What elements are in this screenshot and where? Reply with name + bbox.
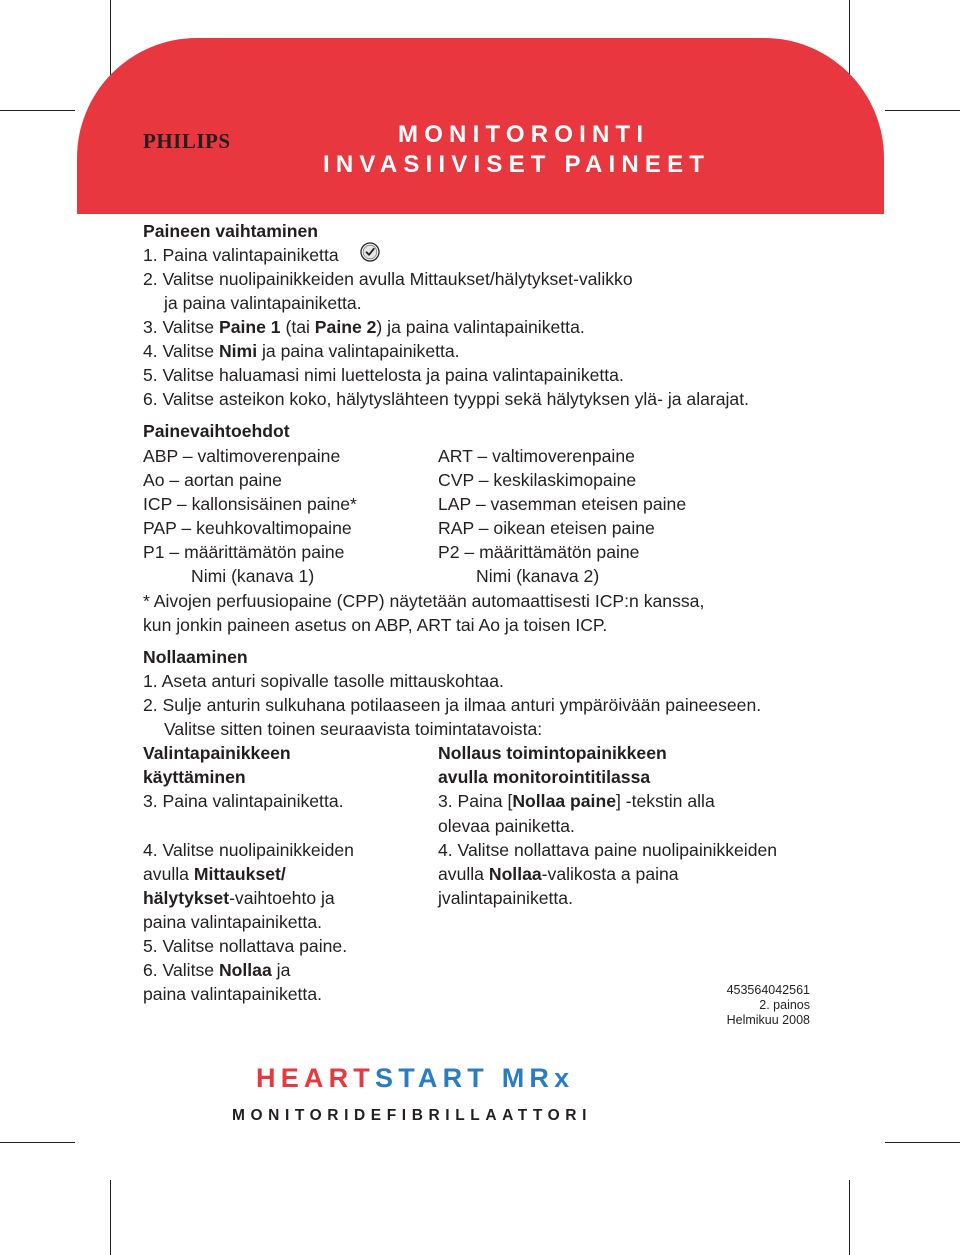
options-note-1: * Aivojen perfuusiopaine (CPP) näytetään automaattisesti ICP:n kanssa, — [143, 591, 705, 611]
crop-mark — [849, 1180, 850, 1255]
text-segment: -vaihtoehto ja — [229, 888, 335, 908]
section-heading-options: Painevaihtoehdot — [143, 421, 290, 441]
change-step-4 — [143, 339, 460, 363]
zero-left-step-6 — [143, 958, 290, 982]
bold-nollaa: Nollaa — [218, 960, 272, 980]
crop-mark — [110, 1180, 111, 1255]
change-step-6: 6. Valitse asteikon koko, hälytyslähteen tyyppi sekä hälytyksen ylä- ja alarajat. — [143, 389, 749, 409]
text-segment: avulla — [438, 864, 489, 884]
brand-start: START MRx — [375, 1063, 575, 1093]
options-note-2: kun jonkin paineen asetus on ABP, ART tai Ao ja toisen ICP. — [143, 615, 608, 635]
crop-mark — [110, 0, 111, 75]
option-right-5: P2 – määrittämätön paine — [438, 542, 640, 562]
section-heading-zero: Nollaaminen — [143, 647, 248, 667]
brand-heart: HEART — [256, 1063, 375, 1093]
option-left-4: PAP – keuhkovaltimopaine — [143, 518, 352, 538]
option-left-2: Ao – aortan paine — [143, 470, 282, 490]
zero-left-step-4-l4: paina valintapainiketta. — [143, 912, 322, 932]
option-left-name: Nimi (kanava 1) — [191, 566, 315, 586]
zero-left-heading-2: käyttäminen — [143, 767, 246, 787]
bold-nollaa-paine: Nollaa paine — [512, 791, 616, 811]
bold-nimi: Nimi — [218, 341, 258, 361]
zero-right-step-3-l2: olevaa painiketta. — [438, 816, 575, 836]
philips-logo: PHILIPS — [143, 129, 231, 153]
text-segment: 6. Valitse — [143, 960, 219, 980]
zero-left-heading-1: Valintapainikkeen — [143, 743, 291, 763]
text-segment: 4. Valitse — [143, 341, 219, 361]
crop-mark — [849, 0, 850, 75]
option-right-4: RAP – oikean eteisen paine — [438, 518, 655, 538]
option-left-3: ICP – kallonsisäinen paine* — [143, 494, 357, 514]
edition: 2. painos — [759, 998, 810, 1012]
change-step-1: 1. Paina valintapainiketta — [143, 245, 339, 265]
zero-left-step-4: 4. Valitse nuolipainikkeiden — [143, 840, 354, 860]
text-segment: 3. Paina [ — [438, 791, 513, 811]
brand-subtitle: MONITORIDEFIBRILLAATTORI — [232, 1107, 592, 1124]
document-id: 453564042561 — [726, 983, 810, 997]
header-title-line2: INVASIIVISET PAINEET — [323, 151, 711, 178]
zero-right-step-4-l2 — [438, 862, 679, 886]
bold-paine2: Paine 2 — [314, 317, 377, 337]
zero-left-step-4-l2 — [143, 862, 286, 886]
crop-mark — [0, 1142, 75, 1143]
header-title-line1: MONITOROINTI — [398, 121, 650, 148]
bold-paine1: Paine 1 — [218, 317, 281, 337]
check-button-icon — [360, 242, 380, 262]
option-right-name: Nimi (kanava 2) — [476, 566, 600, 586]
text-segment: ] -tekstin alla — [615, 791, 715, 811]
bold-halytykset: hälytykset — [143, 888, 230, 908]
zero-right-heading-1: Nollaus toimintopainikkeen — [438, 743, 667, 763]
bold-nollaa: Nollaa — [488, 864, 542, 884]
zero-left-step-3: 3. Paina valintapainiketta. — [143, 791, 344, 811]
text-segment: ) ja paina valintapainiketta. — [376, 317, 585, 337]
option-right-1: ART – valtimoverenpaine — [438, 446, 635, 466]
change-step-5: 5. Valitse haluamasi nimi luettelosta ja paina valintapainiketta. — [143, 365, 624, 385]
zero-right-heading-2: avulla monitorointitilassa — [438, 767, 651, 787]
text-segment: ja paina valintapainiketta. — [257, 341, 460, 361]
bold-mittaukset: Mittaukset/ — [193, 864, 286, 884]
option-left-5: P1 – määrittämätön paine — [143, 542, 345, 562]
text-segment: avulla — [143, 864, 194, 884]
text-segment: -valikosta a paina — [541, 864, 679, 884]
zero-right-step-4-l3: jvalintapainiketta. — [438, 888, 573, 908]
option-right-2: CVP – keskilaskimopaine — [438, 470, 637, 490]
zero-left-step-5: 5. Valitse nollattava paine. — [143, 936, 348, 956]
option-left-1: ABP – valtimoverenpaine — [143, 446, 341, 466]
zero-left-step-6-l2: paina valintapainiketta. — [143, 984, 322, 1004]
zero-step-2-cont: Valitse sitten toinen seuraavista toimintatavoista: — [164, 719, 543, 739]
change-step-3 — [143, 315, 585, 339]
option-right-3: LAP – vasemman eteisen paine — [438, 494, 687, 514]
crop-mark — [885, 1142, 960, 1143]
text-segment: (tai — [280, 317, 315, 337]
section-heading-change: Paineen vaihtaminen — [143, 221, 319, 241]
publication-date: Helmikuu 2008 — [726, 1013, 810, 1027]
heartstart-brand — [256, 1063, 574, 1094]
zero-right-step-4: 4. Valitse nollattava paine nuolipainikkeiden — [438, 840, 778, 860]
zero-step-1: 1. Aseta anturi sopivalle tasolle mittauskohtaa. — [143, 671, 504, 691]
text-segment: ja — [271, 960, 291, 980]
zero-right-step-3 — [438, 789, 715, 813]
crop-mark — [0, 110, 75, 111]
change-step-2: 2. Valitse nuolipainikkeiden avulla Mittaukset/hälytykset-valikko — [143, 269, 633, 289]
text-segment: 3. Valitse — [143, 317, 219, 337]
crop-mark — [885, 110, 960, 111]
zero-left-step-4-l3 — [143, 886, 335, 910]
zero-step-2: 2. Sulje anturin sulkuhana potilaaseen ja ilmaa anturi ympäröivään paineeseen. — [143, 695, 762, 715]
change-step-2-cont: ja paina valintapainiketta. — [164, 293, 362, 313]
